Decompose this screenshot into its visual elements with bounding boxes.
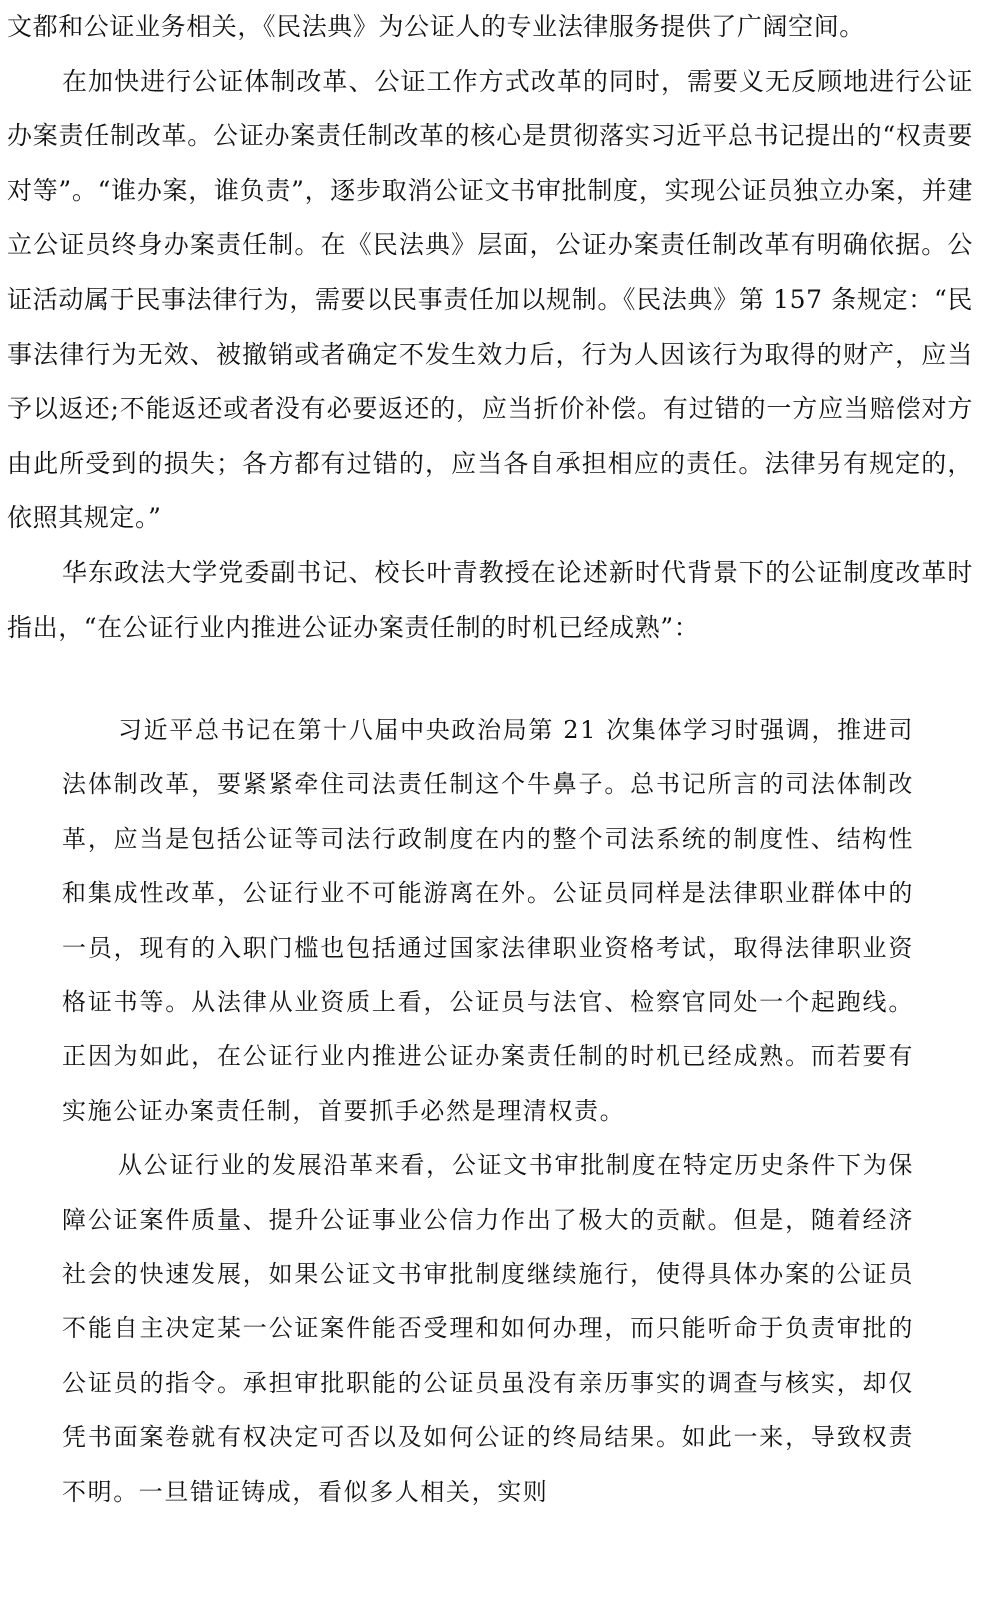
body-paragraph-continued: 文都和公证业务相关，《民法典》为公证人的专业法律服务提供了广阔空间。 (7, 12, 865, 41)
quote-paragraph-judicial-reform: 习近平总书记在第十八届中央政治局第 21 次集体学习时强调，推进司法体制改革，要紧紧牵住司法责任制这个牛鼻子。总书记所言的司法体制改革，应当是包括公证等司法行政制度在内的整个司法系统的制度性、结构性和集成性改革，公证行业不可能游离在外。公证员同样是法律职业群体中的一员，现有的入职门槛也包括通过国家法律职业资格考试，取得法律职业资格证书等。从法律从业资质上看，公证员与法官、检察官同处一个起跑线。正因为如此，在公证行业内推进公证办案责任制的时机已经成熟。而若要有实施公证办案责任制，首要抓手必然是理清权责。 (62, 716, 914, 1125)
quote-paragraph-approval-system: 从公证行业的发展沿革来看，公证文书审批制度在特定历史条件下为保障公证案件质量、提升公证事业公信力作出了极大的贡献。但是，随着经济社会的快速发展，如果公证文书审批制度继续施行，使得具体办案的公证员不能自主决定某一公证案件能否受理和如何办理，而只能听命于负责审批的公证员的指令。承担审批职能的公证员虽没有亲历事实的调查与核实，却仅凭书面案卷就有权决定可否以及如何公证的终局结果。如此一来，导致权责不明。一旦错证铸成，看似多人相关，实则 (62, 1151, 914, 1506)
block-quote (62, 703, 914, 1519)
body-paragraph-responsibility-reform: 在加快进行公证体制改革、公证工作方式改革的同时，需要义无反顾地进行公证办案责任制改革。公证办案责任制改革的核心是贯彻落实习近平总书记提出的“权责要对等”。“谁办案，谁负责”，逐步取消公证文书审批制度，实现公证员独立办案，并建立公证员终身办案责任制。在《民法典》层面，公证办案责任制改革有明确依据。公证活动属于民事法律行为，需要以民事责任加以规制。《民法典》第 157 条规定：“民事法律行为无效、被撤销或者确定不发生效力后，行为人因该行为取得的财产，应当予以返还;不能返还或者没有必要返还的，应当折价补偿。有过错的一方应当赔偿对方由此所受到的损失；各方都有过错的，应当各自承担相应的责任。法律另有规定的，依照其规定。” (7, 66, 973, 533)
body-paragraph-ye-qing-intro: 华东政法大学党委副书记、校长叶青教授在论述新时代背景下的公证制度改革时指出，“在公证行业内推进公证办案责任制的时机已经成熟”： (7, 557, 973, 642)
body-text (7, 0, 973, 655)
